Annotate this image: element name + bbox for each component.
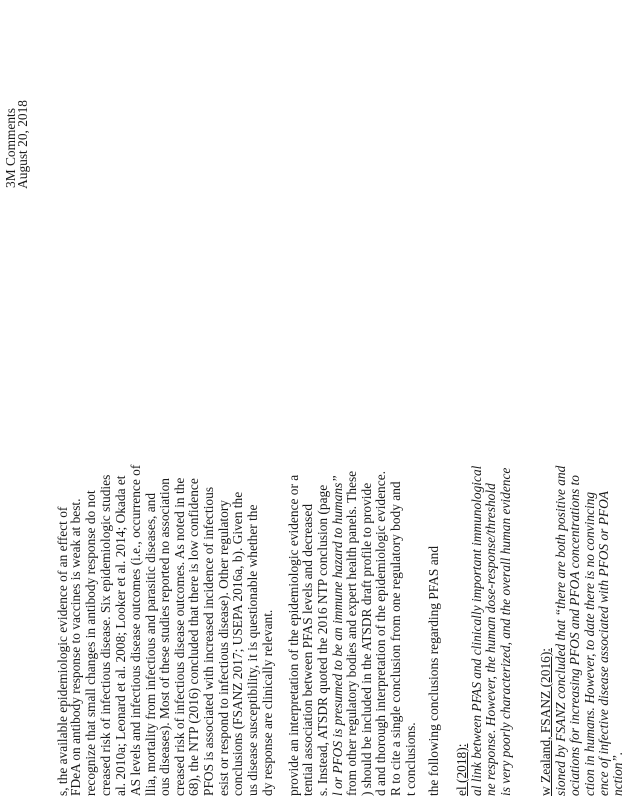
header-title: 3M Comments xyxy=(3,108,18,188)
header-date: August 20, 2018 xyxy=(15,100,30,189)
quote-line: al link between PFAS and clinically important immunological xyxy=(469,465,484,796)
text-line: s. Instead, ATSDR quoted the 2016 NTP conclusion (page xyxy=(315,484,330,796)
quote-line: is very poorly characterized, and the overall human evidence xyxy=(498,467,513,796)
text-line: creased risk of infectious disease. Six epidemiologic studies xyxy=(98,474,113,796)
text-line: tential association between PFAS levels and decreased xyxy=(300,503,315,796)
text-line: esist or respond to infectious disease). Other regulatory xyxy=(216,500,231,796)
text-line: dy response are clinically relevant. xyxy=(260,609,275,796)
quote-line: ne response. However, the human dose-response/threshold xyxy=(483,483,498,796)
quote-line: nction”. xyxy=(610,751,625,796)
text-line: provide an interpretation of the epidemiologic evidence or a xyxy=(286,474,301,796)
section-heading: el (2018): xyxy=(454,743,469,796)
paragraph-3: the following conclusions regarding PFAS and xyxy=(426,545,441,796)
text-line: conclusions (FSANZ 2017; USEPA 2016a, b). Given the xyxy=(230,491,245,796)
text-line: ) should be included in the ATSDR draft profile to provide xyxy=(359,482,374,796)
text-line: FDeA on antibody response to vaccines is weak at best. xyxy=(68,498,83,796)
text-line: llia, mortality from infectious and parasitic diseases, and xyxy=(143,492,158,796)
text-line: ous diseases). Most of these studies reported no association xyxy=(157,478,172,796)
quote-line: ociations for increasing PFOS and PFOA concentrations to xyxy=(567,475,582,796)
quote-line: ction in humans. However, to date there is no convincing xyxy=(582,491,597,796)
text-line: d and thorough interpretation of the epidemiologic evidence. xyxy=(373,471,388,796)
text-line: us disease susceptibility, it is questionable whether the xyxy=(245,504,260,796)
section-heading: w Zealand, FSANZ (2016): xyxy=(538,647,553,796)
quote-line: sioned by FSANZ concluded that “there are both positive and xyxy=(553,465,568,796)
text-line: t conclusions. xyxy=(403,722,418,796)
text-line: 68), the NTP (2016) concluded that there is low confidence xyxy=(186,478,201,796)
text-line: R to cite a single conclusion from one regulatory body and xyxy=(388,481,403,796)
text-line: recognize that small changes in antibody response do not xyxy=(83,490,98,796)
text-line: s, the available epidemiologic evidence of an effect of xyxy=(55,506,70,796)
text-line: al. 2010a; Leonard et al. 2008; Looker et al. 2014; Okada et xyxy=(113,475,128,796)
text-line: PFOS is associated with increased incidence of infectious xyxy=(201,486,216,796)
text-line-italic: l or PFOS is presumed to be an immune hazard to humans” xyxy=(330,475,345,796)
text-line: AS levels and infectious disease outcomes (i.e., occurrence of xyxy=(128,464,143,796)
text-line: creased risk of infectious disease outcomes. As noted in the xyxy=(172,477,187,796)
quote-line: ence of infective disease associated with PFOS or PFOA xyxy=(596,491,611,796)
text-line: from other regulatory bodies and expert health panels. These xyxy=(344,470,359,796)
